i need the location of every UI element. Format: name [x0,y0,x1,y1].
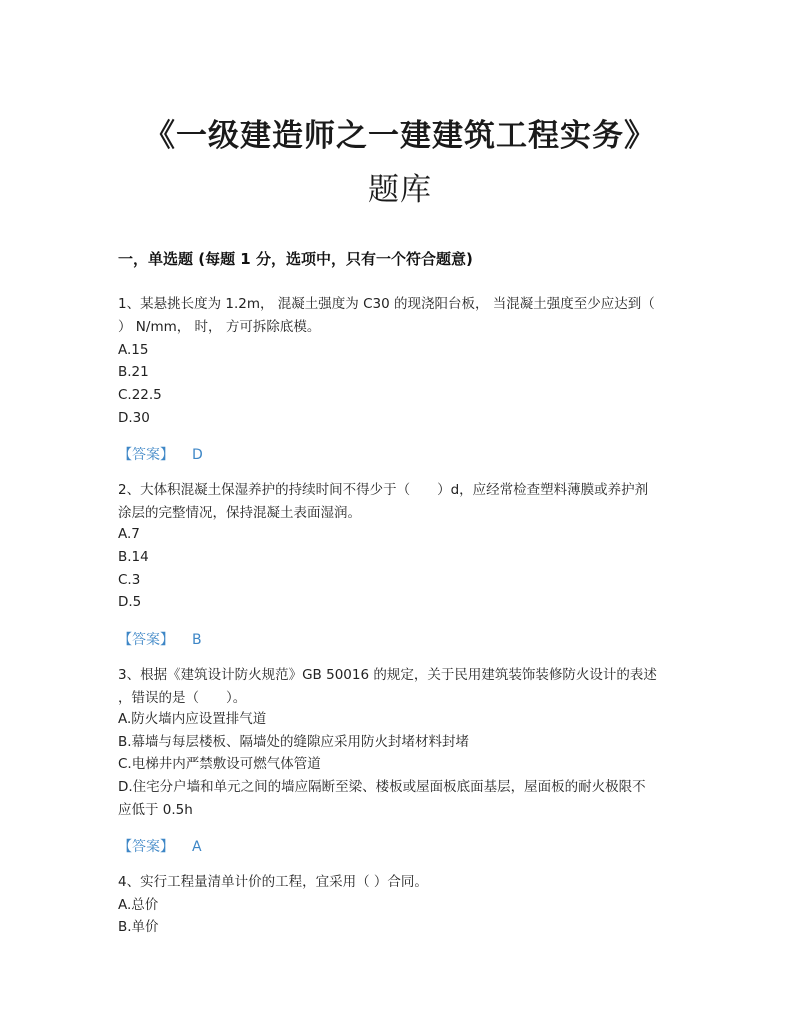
question-2-option-d: D.5 [118,594,142,610]
question-1-option-b: B.21 [118,364,149,380]
document-subtitle: 题库 [368,172,432,208]
question-2-line-1: 2、大体积混凝土保湿养护的持续时间不得少于（ ）d，应经常检查塑料薄膜或养护剂 [118,482,649,498]
answer-value: D [192,447,203,463]
question-3-option-d: D.住宅分户墙和单元之间的墙应隔断至梁、楼板或屋面板底面基层，屋面板的耐火极限不 [118,779,646,795]
question-2-option-a: A.7 [118,526,140,542]
question-2-option-b: B.14 [118,549,149,565]
question-4-option-a: A.总价 [118,897,159,913]
question-3-line-2: ，错误的是（ ）。 [118,690,247,706]
answer-label: 【答案】 [118,632,174,648]
question-1-line-1: 1、某悬挑长度为 1.2m， 混凝土强度为 C30 的现浇阳台板， 当混凝土强度至少应达到（ [118,296,655,312]
question-1-answer [118,444,203,464]
question-1-line-2: ） N/mm， 时， 方可拆除底模。 [118,319,321,335]
question-1-option-d: D.30 [118,410,150,426]
question-1-option-c: C.22.5 [118,387,162,403]
question-1-text [118,293,688,339]
question-3-option-a: A.防火墙内应设置排气道 [118,711,267,727]
question-4-line-1: 4、实行工程量清单计价的工程，宜采用（ ）合同。 [118,874,428,890]
answer-label: 【答案】 [118,839,174,855]
question-3-option-c: C.电梯井内严禁敷设可燃气体管道 [118,756,321,772]
answer-label: 【答案】 [118,447,174,463]
question-4-option-b: B.单价 [118,919,159,935]
answer-value: A [192,839,202,855]
answer-value: B [192,632,202,648]
question-2-option-c: C.3 [118,572,141,588]
question-2-text [118,479,688,525]
question-1-option-a: A.15 [118,342,149,358]
question-3-text [118,664,688,710]
question-3-option-d-continued: 应低于 0.5h [118,802,193,818]
document-title: 《一级建造师之一建建筑工程实务》 [144,118,656,154]
question-3-option-b: B.幕墙与每层楼板、隔墙处的缝隙应采用防火封堵材料封堵 [118,734,470,750]
question-3-line-1: 3、根据《建筑设计防火规范》GB 50016 的规定，关于民用建筑装饰装修防火设计的表述 [118,667,657,683]
question-2-line-2: 涂层的完整情况，保持混凝土表面湿润。 [118,505,361,521]
question-3-answer [118,836,202,856]
question-2-answer [118,629,202,649]
question-4-text [118,871,688,894]
section-heading: 一，单选题 (每题 1 分，选项中，只有一个符合题意) [118,250,473,268]
